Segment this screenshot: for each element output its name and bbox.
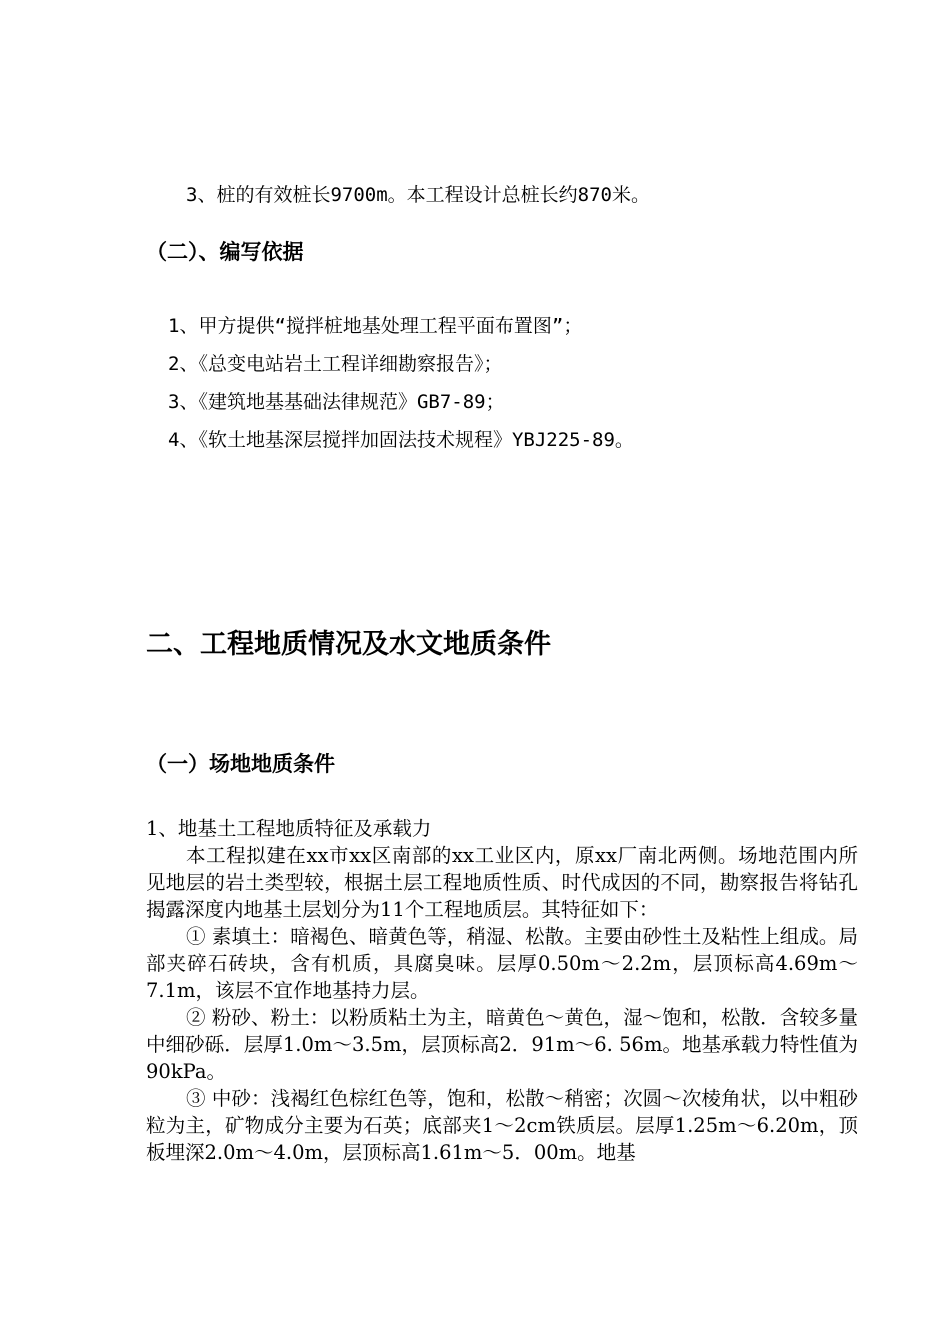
site-geology-heading: （一）场地地质条件	[146, 752, 335, 776]
basis-heading: （二）、编写依据	[146, 240, 304, 264]
paragraph-layer-1: ① 素填土：暗褐色、暗黄色等，稍湿、松散。主要由砂性土及粘性上组成。局部夹碎石砖块，含有机质，具腐臭味。层厚0.50m～2.2m，层顶标高4.69m～7.1m，该层不宜作地基持力层。	[146, 925, 858, 1002]
pile-length-line: 3、桩的有效桩长9700m。本工程设计总桩长约870米。	[186, 184, 650, 206]
item-title: 1、地基土工程地质特征及承载力	[146, 817, 432, 840]
basis-item-1: 1、甲方提供“搅拌桩地基处理工程平面布置图”；	[168, 315, 583, 337]
basis-item-2: 2、《总变电站岩土工程详细勘察报告》；	[168, 353, 503, 375]
paragraph-layer-2: ② 粉砂、粉土：以粉质粘土为主，暗黄色～黄色，湿～饱和，松散．含较多量中细砂砾．层厚1.0m～3.5m，层顶标高2．91m～6. 56m。地基承载力特性值为90kPa。	[146, 1006, 858, 1083]
section2-heading: 二、工程地质情况及水文地质条件	[146, 629, 551, 660]
paragraph-layer-3: ③ 中砂：浅褐红色棕红色等，饱和，松散～稍密；次圆～次棱角状，以中粗砂粒为主，矿物成分主要为石英；底部夹1～2cm铁质层。层厚1.25m～6.20m，顶板埋深2.0m～4.0m，层顶标高1.61m～5．00m。地基	[146, 1087, 858, 1164]
paragraph-intro: 本工程拟建在xx市xx区南部的xx工业区内，原xx厂南北两侧。场地范围内所见地层的岩土类型较，根据土层工程地质性质、时代成因的不同，勘察报告将钻孔揭露深度内地基土层划分为11个工程地质层。其特征如下：	[146, 844, 858, 921]
basis-item-4: 4、《软土地基深层搅拌加固法技术规程》YBJ225-89。	[168, 429, 634, 451]
basis-item-3: 3、《建筑地基基础法律规范》GB7-89；	[168, 391, 505, 413]
geology-body	[146, 815, 858, 1166]
